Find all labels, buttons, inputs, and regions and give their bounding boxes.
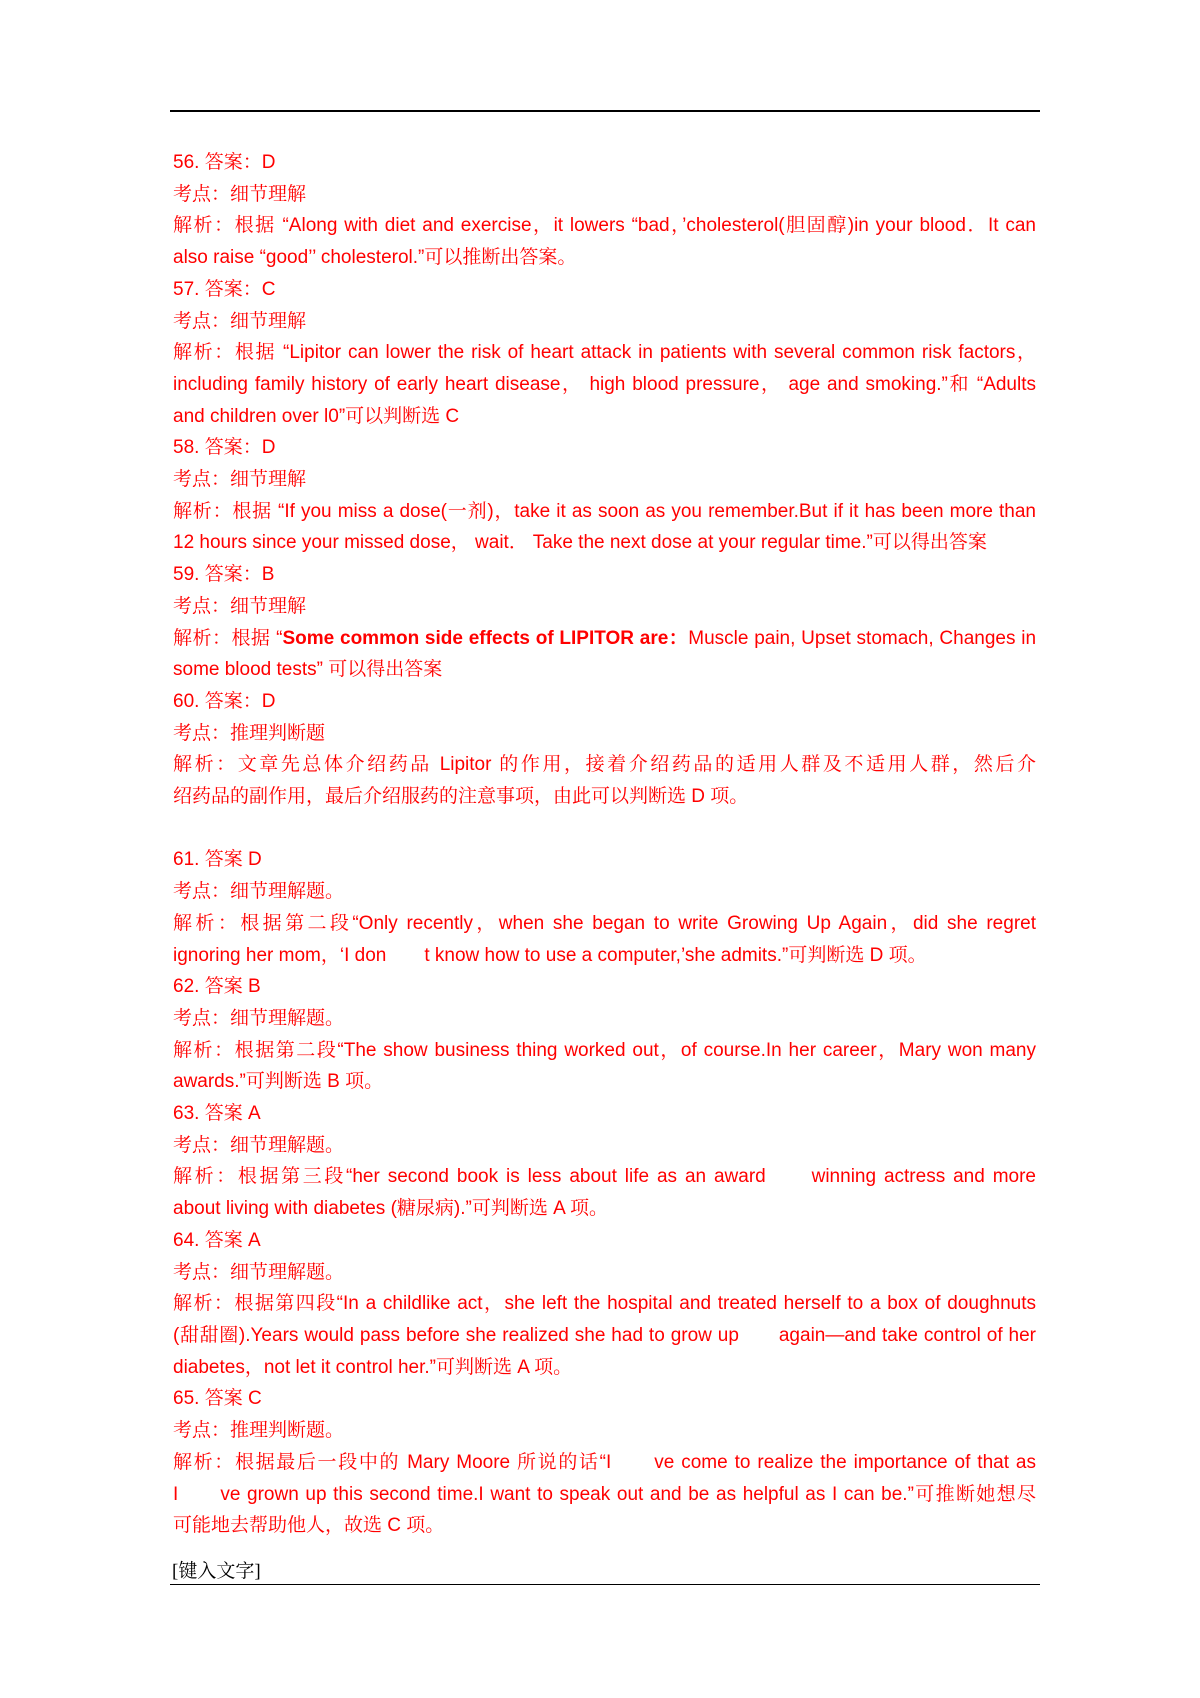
analysis-59-line2: some blood tests” 可以得出答案 xyxy=(173,659,443,681)
analysis-57-line1: 解析：根据 “Lipitor can lower the risk of heart attack in patients with several common risk factors， xyxy=(173,342,1036,364)
analysis-59-bold-quote: Some common side effects of LIPITOR are： xyxy=(282,627,689,649)
analysis-65-line2: I ve grown up this second time.I want to speak out and be as helpful as I can be.”可推断她想尽 xyxy=(173,1483,1036,1505)
point-58: 考点：细节理解 xyxy=(173,469,307,491)
analysis-64-line2: (甜甜圈).Years would pass before she realized she had to grow up again—and take control of her xyxy=(173,1325,1036,1346)
point-62: 考点：细节理解题。 xyxy=(173,1007,345,1029)
analysis-59-prefix: 解析：根据 “ xyxy=(173,627,283,649)
answer-62: 62. 答案 B xyxy=(173,976,261,998)
footer-rule xyxy=(170,1584,1040,1585)
answer-63: 63. 答案 A xyxy=(173,1103,261,1125)
analysis-60-line1: 解析：文章先总体介绍药品 Lipitor 的作用，接着介绍药品的适用人群及不适用人群，然后介 xyxy=(173,754,1036,776)
analysis-65-line3: 可能地去帮助他人，故选 C 项。 xyxy=(173,1515,445,1537)
header-rule xyxy=(170,110,1040,112)
analysis-58-line1: 解析：根据 “If you miss a dose(一剂)，take it as soon as you remember.But if it has been more than xyxy=(173,500,1036,522)
answer-59: 59. 答案：B xyxy=(173,564,275,586)
analysis-61-line2: ignoring her mom，‘I don t know how to use a computer,’she admits.”可判断选 D 项。 xyxy=(173,944,927,966)
point-64: 考点：细节理解题。 xyxy=(173,1261,345,1283)
analysis-63-line2: about living with diabetes (糖尿病).”可判断选 A 项。 xyxy=(173,1198,609,1220)
analysis-59-suffix: Muscle pain, Upset stomach, Changes in xyxy=(688,627,1037,649)
answer-64: 64. 答案 A xyxy=(173,1229,261,1251)
answer-60: 60. 答案：D xyxy=(173,690,276,712)
analysis-57-line2: including family history of early heart disease， high blood pressure， age and smoking.”和 “Adults xyxy=(173,373,1036,395)
analysis-56-line2: also raise “good’’ cholesterol.”可以推断出答案。 xyxy=(173,247,577,269)
point-57: 考点：细节理解 xyxy=(173,310,307,332)
analysis-59-line1 xyxy=(173,623,1036,655)
answer-65: 65. 答案 C xyxy=(173,1388,262,1410)
footer-placeholder-text: [键入文字] xyxy=(172,1561,261,1582)
point-65: 考点：推理判断题。 xyxy=(173,1420,345,1442)
analysis-64-line3: diabetes，not let it control her.”可判断选 A 项。 xyxy=(173,1356,573,1378)
analysis-62-line2: awards.”可判断选 B 项。 xyxy=(173,1071,384,1093)
analysis-56-line1: 解析：根据 “Along with diet and exercise，it lowers “bad，’cholesterol(胆固醇)in your blood．It can xyxy=(173,215,1036,237)
point-63: 考点：细节理解题。 xyxy=(173,1134,345,1156)
analysis-63-line1: 解析：根据第三段“her second book is less about life as an award winning actress and more xyxy=(173,1166,1036,1188)
analysis-58-line2: 12 hours since your missed dose， wait． Take the next dose at your regular time.”可以得出答案 xyxy=(173,532,987,554)
blank-line xyxy=(173,813,1036,845)
analysis-62-line1: 解析：根据第二段“The show business thing worked out，of course.In her career，Mary won many xyxy=(173,1039,1036,1061)
analysis-61-line1: 解析：根据第二段“Only recently，when she began to write Growing Up Again，did she regret xyxy=(173,912,1036,934)
answer-58: 58. 答案：D xyxy=(173,437,276,459)
analysis-64-line1: 解析：根据第四段“In a childlike act，she left the hospital and treated herself to a box of doughnuts xyxy=(173,1293,1036,1315)
answer-content xyxy=(173,147,1036,1542)
analysis-65-line1: 解析：根据最后一段中的 Mary Moore 所说的话“I ve come to realize the importance of that as xyxy=(173,1451,1036,1473)
point-59: 考点：细节理解 xyxy=(173,595,307,617)
analysis-57-line3: and children over l0”可以判断选 C xyxy=(173,405,460,427)
point-60: 考点：推理判断题 xyxy=(173,722,326,744)
answer-57: 57. 答案：C xyxy=(173,278,276,300)
answer-56: 56. 答案：D xyxy=(173,152,276,173)
analysis-60-line2: 绍药品的副作用，最后介绍服药的注意事项，由此可以判断选 D 项。 xyxy=(173,786,749,808)
point-61: 考点：细节理解题。 xyxy=(173,881,345,903)
point-56: 考点：细节理解 xyxy=(173,183,307,205)
answer-61: 61. 答案 D xyxy=(173,849,262,871)
